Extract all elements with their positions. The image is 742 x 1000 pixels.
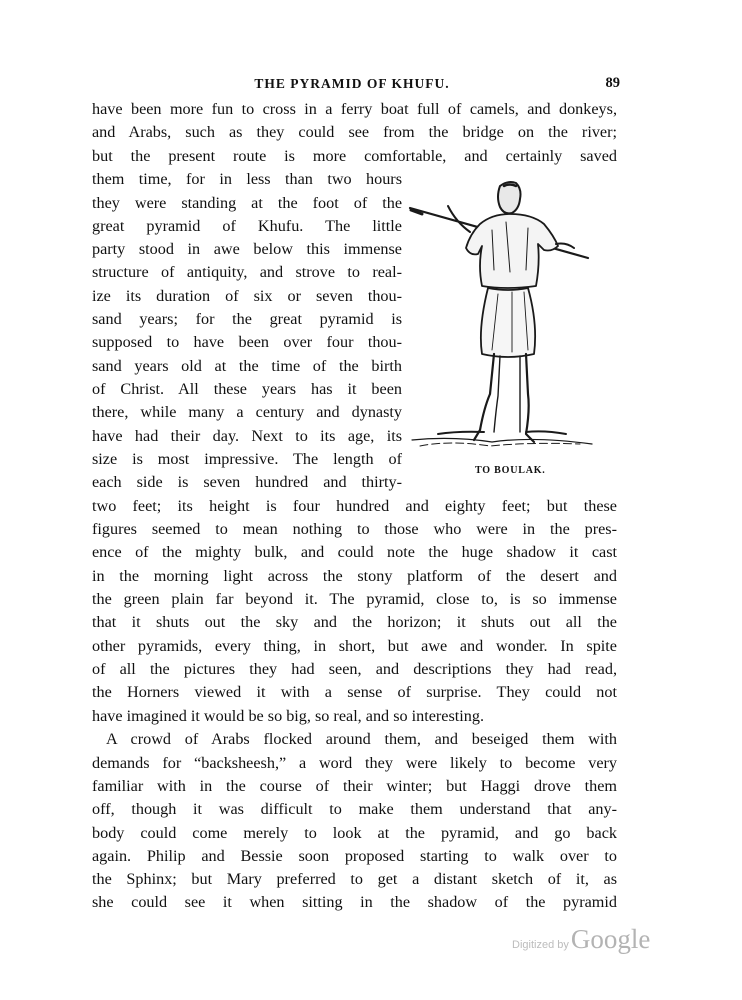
body-line: that it shuts out the sky and the horizon; it shuts out all the	[92, 613, 617, 631]
google-logo: Google	[570, 924, 651, 954]
body-line: and Arabs, such as they could see from the bridge on the river;	[92, 123, 617, 141]
body-line: supposed to have been over four thou-	[92, 333, 402, 351]
body-line: them time, for in less than two hours	[92, 170, 402, 188]
body-line: ize its duration of six or seven thou-	[92, 287, 402, 305]
body-line: two feet; its height is four hundred and eighty feet; but these	[92, 497, 617, 515]
body-line: size is most impressive. The length of	[92, 450, 402, 468]
body-line: there, while many a century and dynasty	[92, 403, 402, 421]
body-line: familiar with in the course of their winter; but Haggi drove them	[92, 777, 617, 795]
body-line: party stood in awe below this immense	[92, 240, 402, 258]
body-line: have imagined it would be so big, so real, and so interesting.	[92, 707, 485, 725]
body-line: demands for “backsheesh,” a word they were likely to become very	[92, 754, 617, 772]
body-line: off, though it was difficult to make them understand that any-	[92, 800, 617, 818]
body-line: figures seemed to mean nothing to those who were in the pres-	[92, 520, 617, 538]
body-line: ence of the mighty bulk, and could note the huge shadow it cast	[92, 543, 617, 561]
body-line: have been more fun to cross in a ferry boat full of camels, and donkeys,	[92, 100, 617, 118]
body-line: the Sphinx; but Mary preferred to get a distant sketch of it, as	[92, 870, 617, 888]
body-line: body could come merely to look at the pyramid, and go back	[92, 824, 617, 842]
body-line: each side is seven hundred and thirty-	[92, 473, 402, 491]
body-line: great pyramid of Khufu. The little	[92, 217, 402, 235]
body-line: of Christ. All these years has it been	[92, 380, 402, 398]
body-line: she could see it when sitting in the shadow of the pyramid	[92, 893, 617, 911]
body-line: A crowd of Arabs flocked around them, and beseiged them with	[106, 730, 617, 748]
digitized-by-watermark	[512, 924, 650, 958]
running-head-title: THE PYRAMID OF KHUFU.	[254, 76, 450, 91]
watermark-prefix: Digitized by	[512, 939, 569, 951]
figure-illustration	[408, 178, 604, 468]
body-line: they were standing at the foot of the	[92, 194, 402, 212]
body-line: sand years old at the time of the birth	[92, 357, 402, 375]
body-line: but the present route is more comfortable, and certainly saved	[92, 147, 617, 165]
body-line: the green plain far beyond it. The pyramid, close to, is so immense	[92, 590, 617, 608]
body-line: other pyramids, every thing, in short, but awe and wonder. In spite	[92, 637, 617, 655]
body-line: of all the pictures they had seen, and descriptions they had read,	[92, 660, 617, 678]
body-line: again. Philip and Bessie soon proposed starting to walk over to	[92, 847, 617, 865]
body-line: structure of antiquity, and strove to real-	[92, 263, 402, 281]
body-line: in the morning light across the stony platform of the desert and	[92, 567, 617, 585]
body-line: the Horners viewed it with a sense of surprise. They could not	[92, 683, 617, 701]
body-line: sand years; for the great pyramid is	[92, 310, 402, 328]
figure-caption: TO BOULAK.	[475, 465, 546, 476]
body-line: have had their day. Next to its age, its	[92, 427, 402, 445]
running-head	[92, 75, 620, 94]
page-number: 89	[605, 75, 620, 91]
man-with-pole-illustration	[408, 178, 604, 468]
